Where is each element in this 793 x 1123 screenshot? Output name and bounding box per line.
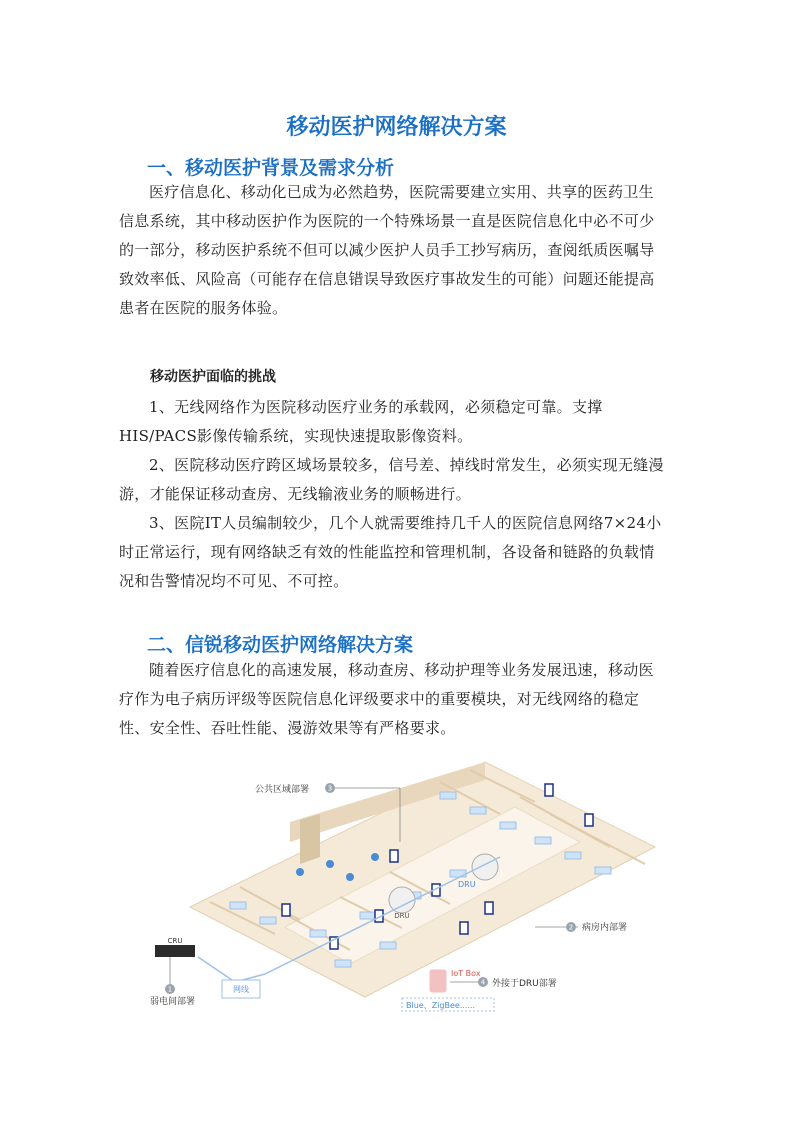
marker-3-number: 3 <box>327 784 333 793</box>
dru-ap-label: DRU <box>394 912 410 920</box>
section-2-heading: 二、信锐移动医护网络解决方案 <box>147 634 414 656</box>
cru-label: CRU <box>167 937 183 945</box>
access-point <box>460 922 468 934</box>
access-point <box>390 850 398 862</box>
access-point <box>585 814 593 826</box>
cru-device-icon <box>155 945 195 957</box>
section-1-paragraph: 医疗信息化、移动化已成为必然趋势，医院需要建立实用、共享的医药卫生信息系统，其中移动医护作为医院的一个特殊场景一直是医院信息化中必不可少的一部分，移动医护系统不但可以减少医护人员手工抄写病历，查阅纸质医嘱导致效率低、风险高（可能存在信息错误导致医疗事故发生的可能）问题还能提高患者在医院的服务体验。 <box>119 183 655 317</box>
access-point <box>282 904 290 916</box>
marker-1-number: 1 <box>167 985 173 994</box>
challenge-3: 3、医院IT人员编制较少，几个人就需要维持几千人的医院信息网络7×24小时正常运行，现有网络缺乏有效的性能监控和管理机制，各设备和链路的负载情况和告警情况均不可见、不可控。 <box>119 514 662 590</box>
marker-4-number: 4 <box>480 978 486 987</box>
section-1-heading: 一、移动医护背景及需求分析 <box>147 157 395 179</box>
access-point <box>545 784 553 796</box>
network-cable-label: 网线 <box>233 985 249 994</box>
access-point <box>485 902 493 914</box>
challenge-2: 2、医院移动医疗跨区域场景较多，信号差、掉线时常发生，必须实现无缝漫游，才能保证移动查房、无线输液业务的顺畅进行。 <box>119 456 664 503</box>
page-title: 移动医护网络解决方案 <box>286 115 507 140</box>
dru-label: DRU <box>458 880 476 889</box>
iot-box-icon <box>430 970 446 992</box>
iot-box-label: IoT Box <box>451 969 481 978</box>
challenge-1: 1、无线网络作为医院移动医疗业务的承载网，必须稳定可靠。支撑HIS/PACS影像传输系统，实现快速提取影像资料。 <box>119 398 603 445</box>
label-iot-dru: 外接于DRU部署 <box>492 979 557 989</box>
marker-2-number: 2 <box>568 923 574 932</box>
label-weak-room: 弱电间部署 <box>150 997 196 1007</box>
label-public-area: 公共区域部署 <box>255 785 310 795</box>
challenges-subheading: 移动医护面临的挑战 <box>150 369 276 385</box>
dru-device-icon <box>472 854 498 880</box>
dru-device-icon <box>389 887 415 913</box>
section-2-paragraph: 随着医疗信息化的高速发展，移动查房、移动护理等业务发展迅速，移动医疗作为电子病历评级等医院信息化评级要求中的重要模块，对无线网络的稳定性、安全性、吞吐性能、漫游效果等有严格要求。 <box>119 661 654 737</box>
label-ward: 病房内部署 <box>582 923 628 933</box>
hospital-network-diagram <box>140 752 660 1022</box>
protocol-label: Blue、ZigBee...... <box>406 1001 476 1010</box>
